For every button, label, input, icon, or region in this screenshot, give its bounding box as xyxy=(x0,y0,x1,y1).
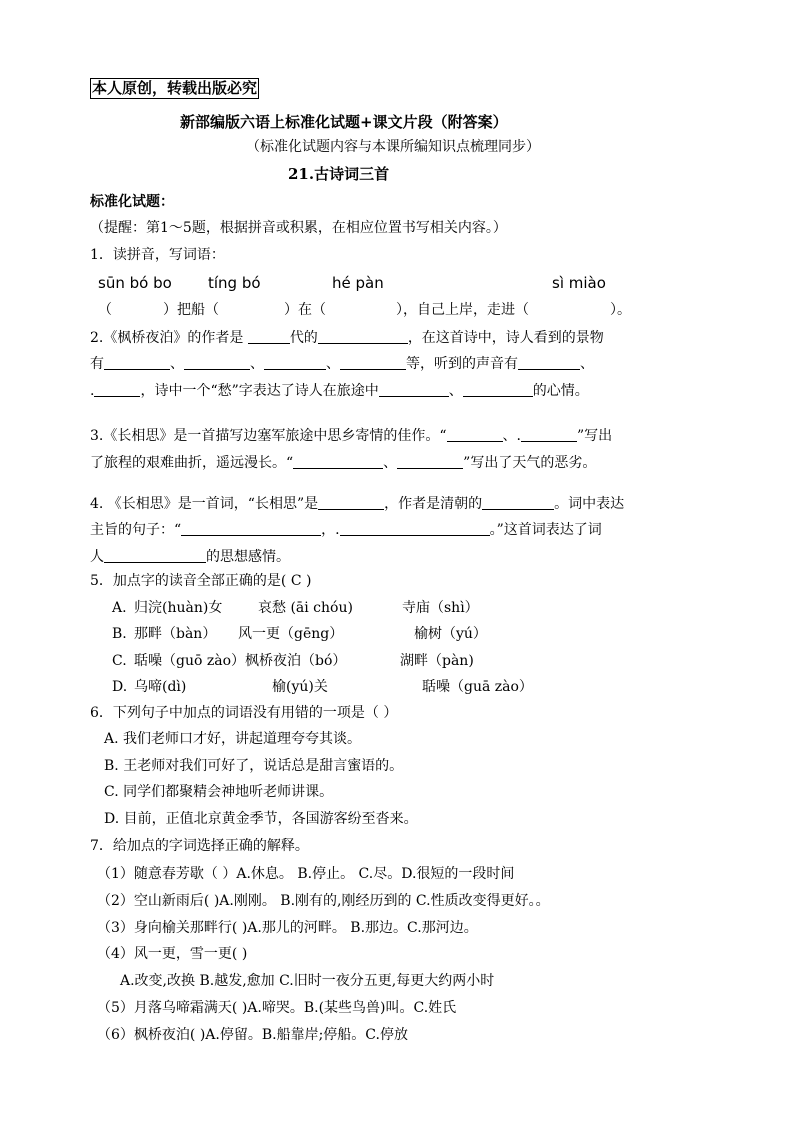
q3-part: ”写出了天气的恶劣。 xyxy=(463,455,597,471)
q7-item-6: （6）枫桥夜泊( )A.停留。B.船靠岸;停船。C.停放 xyxy=(97,1027,408,1043)
q2-part: 2.《枫桥夜泊》的作者是 xyxy=(90,330,248,346)
answer-blank[interactable] xyxy=(521,427,577,442)
q7-item-5: （5）月落乌啼霜满天( )A.啼哭。B.(某些鸟兽)叫。C.姓氏 xyxy=(97,1000,457,1016)
answer-blank[interactable] xyxy=(181,521,321,536)
answer-blank[interactable] xyxy=(104,355,170,370)
q2-part: 有 xyxy=(90,356,104,372)
answer-blank[interactable] xyxy=(340,521,490,536)
q5-option-d-label: D. xyxy=(112,679,128,695)
pinyin-2: tíng bó xyxy=(208,274,261,292)
q5-option-d-2: 榆(yú)关 xyxy=(272,679,328,695)
answer-blank[interactable] xyxy=(318,329,408,344)
q1-paren-open: （ xyxy=(98,302,112,318)
q5-option-c-3: 湖畔（pàn) xyxy=(400,653,474,669)
q5-option-a-3: 寺庙（shì） xyxy=(402,600,479,616)
q5-option-c-label: C. xyxy=(112,653,127,669)
question-4-line-3 xyxy=(90,548,290,564)
separator: 、 xyxy=(326,356,340,372)
answer-blank[interactable] xyxy=(264,355,326,370)
separator: 、 xyxy=(448,383,463,399)
question-6-stem: 6．下列句子中加点的词语没有用错的一项是（ ） xyxy=(90,705,398,721)
lesson-title: 21.古诗词三首 xyxy=(288,165,390,183)
page-subtitle: （标准化试题内容与本课所编知识点梳理同步） xyxy=(246,139,540,155)
question-2-line-3 xyxy=(90,382,589,398)
answer-blank[interactable] xyxy=(184,355,250,370)
q5-option-a-1: 归浣(huàn)女 xyxy=(134,600,223,616)
q5-option-c-1: 聒噪（guō zào）枫桥夜泊（bó） xyxy=(134,653,347,669)
question-3-line-1 xyxy=(90,427,612,443)
q6-option-a: A. 我们老师口才好，讲起道理夸夸其谈。 xyxy=(104,731,362,747)
q4-part: 主旨的句子：“ xyxy=(90,522,182,538)
q3-part: 、 xyxy=(383,455,398,471)
q6-option-d: D. 目前，正值北京黄金季节，各国游客纷至沓来。 xyxy=(104,811,418,827)
question-4-line-1 xyxy=(90,495,624,511)
q4-part: 。词中表达 xyxy=(554,496,625,512)
answer-blank[interactable] xyxy=(94,382,140,397)
q7-item-4-options: A.改变,改换 B.越发,愈加 C.旧时一夜分五更,每更大约两小时 xyxy=(120,973,495,989)
answer-blank[interactable] xyxy=(248,329,290,344)
q3-part: ”写出 xyxy=(576,428,613,444)
q3-part: 了旅程的艰难曲折，遥远漫长。“ xyxy=(90,455,294,471)
q5-option-b-1: 那畔（bàn） xyxy=(134,626,217,642)
answer-blank[interactable] xyxy=(463,382,533,397)
q1-text-2: ）把船（ xyxy=(163,302,219,318)
q7-item-3: （3）身向榆关那畔行( )A.那儿的河畔。 B.那边。C.那河边。 xyxy=(97,920,478,936)
answer-blank[interactable] xyxy=(104,548,206,563)
q4-part: 。”这首词表达了词 xyxy=(489,522,602,538)
question-1-stem: 1．读拼音，写词语： xyxy=(90,247,225,263)
q7-item-4: （4）风一更，雪一更( ) xyxy=(97,946,248,962)
separator: 、 xyxy=(580,356,594,372)
pinyin-4: sì miào xyxy=(552,274,606,292)
q2-part: 等，听到的声音有 xyxy=(406,356,518,372)
question-4-line-2 xyxy=(90,521,602,537)
q3-part: 、. xyxy=(502,428,521,444)
q1-text-5: ）。 xyxy=(610,302,631,318)
q2-part: ，诗中一个“愁”字表达了诗人在旅途中 xyxy=(140,383,379,399)
q4-part: 4. 《长相思》是一首词，“长相思”是 xyxy=(90,496,319,512)
q5-option-b-2: 风一更（gēng） xyxy=(238,626,344,642)
answer-blank[interactable] xyxy=(482,495,554,510)
q5-option-b-3: 榆树（yú） xyxy=(414,626,487,642)
question-7-stem: 7．给加点的字词选择正确的解释。 xyxy=(90,838,309,854)
q4-part: 人 xyxy=(90,549,104,565)
q4-part: 的思想感情。 xyxy=(206,549,290,565)
answer-blank[interactable] xyxy=(518,355,580,370)
q1-text-4: ），自己上岸，走进（ xyxy=(396,302,529,318)
separator: 、 xyxy=(170,356,184,372)
answer-blank[interactable] xyxy=(379,382,449,397)
q7-item-1: （1）随意春芳歇（ ）A.休息。 B.停止。 C.尽。D.很短的一段时间 xyxy=(97,866,515,882)
q4-part: ，. xyxy=(321,522,340,538)
q5-option-d-1: 乌啼(dì) xyxy=(134,679,187,695)
question-2-line-1 xyxy=(90,329,604,345)
q2-part: 代的 xyxy=(289,330,318,346)
q1-text-3: ）在（ xyxy=(284,302,326,318)
page-title: 新部编版六语上标准化试题+课文片段（附答案） xyxy=(180,113,508,131)
q2-part: ，在这首诗中，诗人看到的景物 xyxy=(407,330,604,346)
hint-text: （提醒：第1～5题，根据拼音或积累，在相应位置书写相关内容。） xyxy=(90,220,507,236)
q6-option-b: B. 王老师对我们可好了，说话总是甜言蜜语的。 xyxy=(104,758,404,774)
answer-blank[interactable] xyxy=(293,454,383,469)
answer-blank[interactable] xyxy=(340,355,406,370)
question-2-line-2 xyxy=(90,355,594,371)
section-label: 标准化试题： xyxy=(90,194,174,210)
question-5-stem: 5．加点字的读音全部正确的是( C ) xyxy=(90,573,312,589)
q2-part: . xyxy=(90,383,95,399)
separator: 、 xyxy=(250,356,264,372)
q7-item-2: （2）空山新雨后( )A.刚刚。 B.刚有的,刚经历到的 C.性质改变得更好。。 xyxy=(97,893,550,909)
q5-option-a-2: 哀愁 (āi chóu) xyxy=(258,600,353,616)
answer-blank[interactable] xyxy=(397,454,463,469)
q5-option-a-label: A. xyxy=(112,600,127,616)
q6-option-c: C. 同学们都聚精会神地听老师讲课。 xyxy=(104,784,334,800)
q5-option-b-label: B. xyxy=(112,626,127,642)
q2-part: 的心情。 xyxy=(532,383,589,399)
answer-blank[interactable] xyxy=(447,427,503,442)
question-3-line-2 xyxy=(90,454,596,470)
q5-option-d-3: 聒噪（guā zào） xyxy=(422,679,533,695)
pinyin-1: sūn bó bo xyxy=(98,274,172,292)
pinyin-3: hé pàn xyxy=(332,274,384,292)
q4-part: ，作者是清朝的 xyxy=(384,496,483,512)
q3-part: 3.《长相思》是一首描写边塞军旅途中思乡寄情的佳作。“ xyxy=(90,428,447,444)
copyright-stamp: 本人原创，转载出版必究 xyxy=(92,79,258,97)
answer-blank[interactable] xyxy=(318,495,384,510)
